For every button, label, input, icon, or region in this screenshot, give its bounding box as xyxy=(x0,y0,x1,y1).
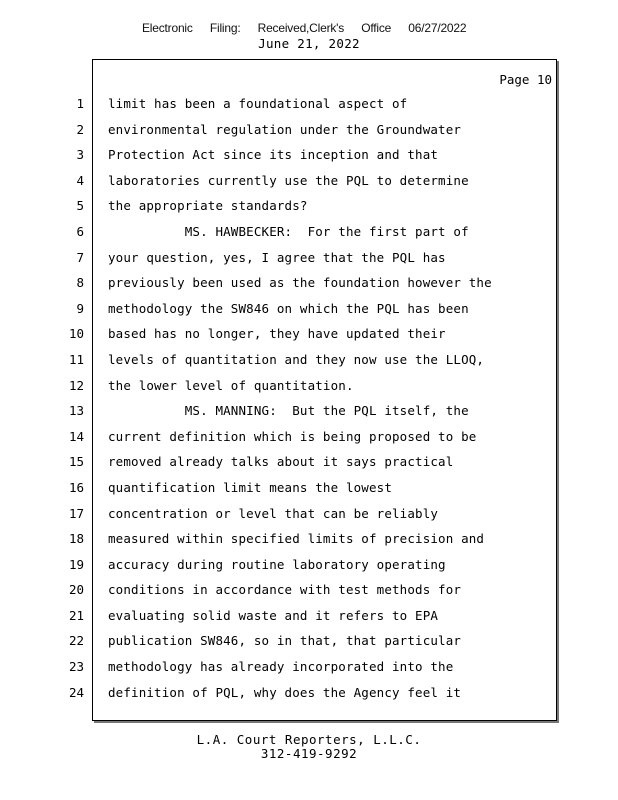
line-number: 12 xyxy=(68,377,84,393)
reporter-footer xyxy=(0,733,618,761)
stamp-word-electronic: Electronic xyxy=(142,21,193,35)
line-text: accuracy during routine laboratory operating xyxy=(108,556,446,572)
line-number: 8 xyxy=(76,275,84,291)
electronic-filing-stamp xyxy=(142,21,480,35)
transcript-line xyxy=(0,116,618,142)
transcript-line xyxy=(0,551,618,577)
transcript-line xyxy=(0,500,618,526)
line-text: limit has been a foundational aspect of xyxy=(108,96,408,111)
line-text: MS. MANNING: But the PQL itself, the xyxy=(108,403,469,419)
transcript-line xyxy=(0,295,618,321)
transcript-line xyxy=(0,218,618,244)
line-text: removed already talks about it says practical xyxy=(108,454,454,470)
transcript-line xyxy=(0,372,618,398)
line-text: previously been used as the foundation however the xyxy=(108,275,492,291)
line-number: 18 xyxy=(68,531,84,547)
line-number: 13 xyxy=(68,403,84,419)
line-number: 19 xyxy=(68,556,84,572)
transcript-line xyxy=(0,653,618,679)
transcript-line xyxy=(0,141,618,167)
transcript-line xyxy=(0,474,618,500)
line-text: current definition which is being proposed to be xyxy=(108,428,477,444)
line-text: evaluating solid waste and it refers to EPA xyxy=(108,607,439,623)
transcript-line xyxy=(0,244,618,270)
reporter-company: L.A. Court Reporters, L.L.C. xyxy=(196,732,422,747)
transcript-lines xyxy=(0,90,618,704)
line-number: 22 xyxy=(68,633,84,649)
line-text: laboratories currently use the PQL to determine xyxy=(108,172,469,188)
stamp-word-received-clerks: Received,Clerk's xyxy=(257,21,345,35)
line-number: 9 xyxy=(76,300,84,316)
line-number: 14 xyxy=(68,428,84,444)
line-number: 2 xyxy=(76,121,84,137)
stamp-word-office: Office xyxy=(361,21,392,35)
line-number: 4 xyxy=(76,172,84,188)
line-number: 20 xyxy=(68,582,84,598)
line-number: 16 xyxy=(68,479,84,495)
transcript-line xyxy=(0,320,618,346)
line-number: 5 xyxy=(76,198,84,214)
line-number: 15 xyxy=(68,454,84,470)
transcript-line xyxy=(0,397,618,423)
transcript-line xyxy=(0,602,618,628)
line-text: definition of PQL, why does the Agency feel it xyxy=(108,684,462,700)
page-number: Page 10 xyxy=(499,72,552,87)
transcript-line xyxy=(0,627,618,653)
line-text: levels of quantitation and they now use the LLOQ, xyxy=(108,351,485,367)
line-text: publication SW846, so in that, that particular xyxy=(108,633,462,649)
stamp-word-filing: Filing: xyxy=(209,21,241,35)
hearing-date: June 21, 2022 xyxy=(258,36,360,51)
transcript-line xyxy=(0,679,618,705)
transcript-line xyxy=(0,192,618,218)
transcript-line xyxy=(0,423,618,449)
line-text: methodology has already incorporated into the xyxy=(108,659,454,675)
line-number: 6 xyxy=(76,223,84,239)
transcript-line xyxy=(0,576,618,602)
line-text: based has no longer, they have updated their xyxy=(108,326,446,342)
line-text: conditions in accordance with test methods for xyxy=(108,582,462,598)
line-number: 1 xyxy=(76,96,84,111)
transcript-line xyxy=(0,167,618,193)
line-number: 17 xyxy=(68,505,84,521)
line-number: 21 xyxy=(68,607,84,623)
transcript-line xyxy=(0,448,618,474)
line-number: 11 xyxy=(68,351,84,367)
transcript-line xyxy=(0,269,618,295)
line-text: quantification limit means the lowest xyxy=(108,479,392,495)
line-number: 24 xyxy=(68,684,84,700)
line-text: measured within specified limits of precision and xyxy=(108,531,485,547)
line-text: the lower level of quantitation. xyxy=(108,377,354,393)
transcript-line xyxy=(0,346,618,372)
line-number: 23 xyxy=(68,659,84,675)
line-text: concentration or level that can be reliably xyxy=(108,505,439,521)
line-text: environmental regulation under the Groundwater xyxy=(108,121,462,137)
transcript-line xyxy=(0,525,618,551)
line-text: Protection Act since its inception and that xyxy=(108,147,439,163)
line-number: 7 xyxy=(76,249,84,265)
line-number: 3 xyxy=(76,147,84,163)
line-text: MS. HAWBECKER: For the first part of xyxy=(108,223,469,239)
transcript-line xyxy=(0,90,618,116)
stamp-date: 06/27/2022 xyxy=(408,21,467,35)
line-text: your question, yes, I agree that the PQL has xyxy=(108,249,446,265)
line-text: methodology the SW846 on which the PQL has been xyxy=(108,300,469,316)
reporter-phone: 312-419-9292 xyxy=(260,746,358,761)
line-number: 10 xyxy=(68,326,84,342)
line-text: the appropriate standards? xyxy=(108,198,308,214)
